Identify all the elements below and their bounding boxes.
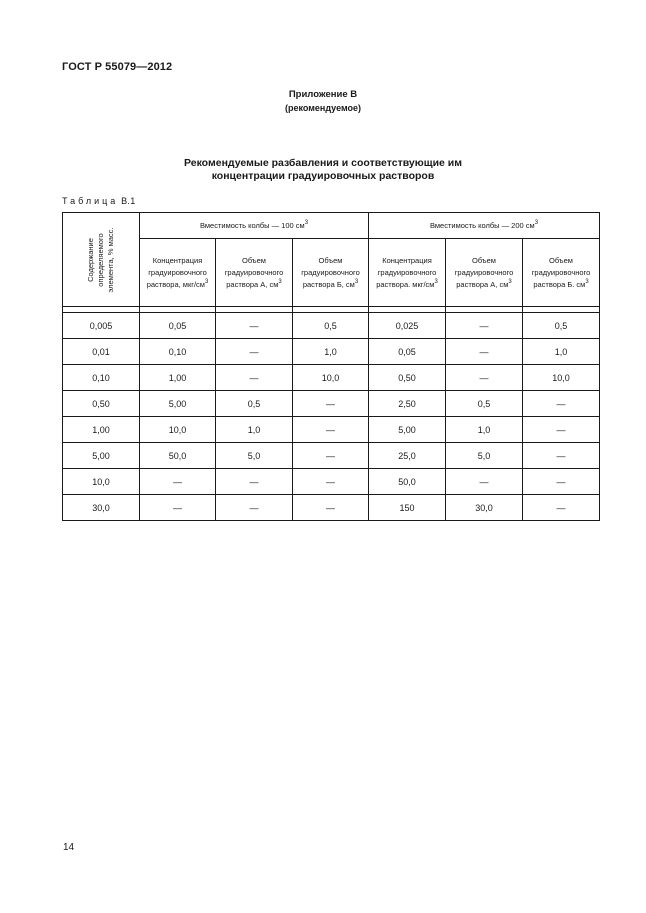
table-cell: 0,5 [446, 391, 523, 417]
table-cell: — [216, 339, 293, 365]
table-cell: 2,50 [369, 391, 446, 417]
table-row [63, 365, 600, 391]
table-cell: 25,0 [369, 443, 446, 469]
table-row [63, 417, 600, 443]
table-cell: — [446, 339, 523, 365]
subheader-sup: 3 [278, 278, 282, 285]
table-cell: — [293, 495, 369, 521]
table-cell: 50,0 [140, 443, 216, 469]
subheader-label: Концентрация градуировочного раствора. мкг/см [376, 255, 437, 289]
table-label-number: В.1 [121, 196, 136, 206]
group-header-100-label: Вместимость колбы — 100 см [199, 221, 305, 230]
table-cell: 0,5 [293, 313, 369, 339]
page-number: 14 [63, 842, 75, 853]
table-cell: — [523, 391, 600, 417]
heading-line-2: концентрации градуировочных растворов [211, 170, 435, 182]
table-cell: 0,05 [140, 313, 216, 339]
table-cell: 1,0 [446, 417, 523, 443]
subheader-concentration-100 [140, 239, 216, 307]
table-row [63, 495, 600, 521]
table-cell: — [523, 417, 600, 443]
table-cell: 0,50 [63, 391, 140, 417]
subheader-volume-b-200 [523, 239, 600, 307]
document-code: ГОСТ Р 55079—2012 [62, 61, 173, 73]
subheader-volume-b-100 [293, 239, 369, 307]
dilution-table [62, 212, 600, 521]
subheader-label: Объем градуировочного раствора А, см [224, 255, 284, 289]
table-cell: — [140, 469, 216, 495]
table-cell: — [446, 365, 523, 391]
table-cell: 30,0 [446, 495, 523, 521]
group-header-100-sup: 3 [304, 220, 309, 226]
table-cell: — [140, 495, 216, 521]
subheader-sup: 3 [508, 278, 512, 285]
table-cell: 0,5 [523, 313, 600, 339]
table-cell: 0,10 [63, 365, 140, 391]
table-cell: 1,0 [216, 417, 293, 443]
table-cell: 5,0 [216, 443, 293, 469]
table-cell: 10,0 [293, 365, 369, 391]
group-header-200-sup: 3 [534, 220, 539, 226]
table-row [63, 313, 600, 339]
subheader-sup: 3 [354, 278, 359, 285]
subheader-label: Объем градуировочного раствора Б, см [301, 255, 360, 289]
group-header-100 [140, 213, 369, 239]
subheader-sup: 3 [434, 278, 438, 285]
table-cell: 0,05 [369, 339, 446, 365]
table-cell: 5,00 [369, 417, 446, 443]
table-cell: — [216, 313, 293, 339]
table-cell: — [293, 469, 369, 495]
table-cell: — [293, 417, 369, 443]
table-cell: 10,0 [140, 417, 216, 443]
group-header-200-label: Вместимость колбы — 200 см [429, 221, 535, 230]
subheader-label: Объем градуировочного раствора Б. см [531, 255, 591, 289]
table-cell: 0,5 [216, 391, 293, 417]
table-label [62, 196, 136, 206]
table-cell: 30,0 [63, 495, 140, 521]
table-label-word: Таблица [62, 196, 119, 206]
subheader-sup: 3 [204, 278, 209, 285]
table-cell: 1,0 [523, 339, 600, 365]
row-header-label: Содержание определяемого элемента, % масс. [86, 226, 115, 293]
table-cell: 5,00 [63, 443, 140, 469]
table-cell: — [293, 443, 369, 469]
table-cell: 0,50 [369, 365, 446, 391]
table-heading [0, 157, 646, 183]
table-cell: — [446, 469, 523, 495]
table-cell: — [216, 365, 293, 391]
table-cell: — [523, 469, 600, 495]
table-cell: 5,00 [140, 391, 216, 417]
table-row [63, 339, 600, 365]
table-cell: 1,00 [140, 365, 216, 391]
appendix-subtitle: (рекомендуемое) [285, 103, 361, 113]
table-cell: — [523, 443, 600, 469]
subheader-volume-a-200 [446, 239, 523, 307]
table-cell: 50,0 [369, 469, 446, 495]
table-cell: 0,025 [369, 313, 446, 339]
subheader-volume-a-100 [216, 239, 293, 307]
table-cell: 5,0 [446, 443, 523, 469]
appendix-title: Приложение В [288, 89, 358, 100]
heading-line-1: Рекомендуемые разбавления и соответствующие им [183, 157, 463, 169]
table-cell: 1,0 [293, 339, 369, 365]
table-cell: 0,10 [140, 339, 216, 365]
table-row [63, 391, 600, 417]
group-header-200 [369, 213, 600, 239]
table-cell: — [216, 469, 293, 495]
subheader-sup: 3 [585, 278, 589, 285]
row-header-cell [63, 213, 140, 307]
table-cell: 0,01 [63, 339, 140, 365]
table-row [63, 443, 600, 469]
table-cell: — [293, 391, 369, 417]
table-cell: 1,00 [63, 417, 140, 443]
table-cell: — [216, 495, 293, 521]
table-cell: — [446, 313, 523, 339]
table-cell: 150 [369, 495, 446, 521]
table-cell: — [523, 495, 600, 521]
table-cell: 0,005 [63, 313, 140, 339]
subheader-label: Объем градуировочного раствора А, см [454, 255, 514, 289]
table-cell: 10,0 [63, 469, 140, 495]
table-cell: 10,0 [523, 365, 600, 391]
subheader-concentration-200 [369, 239, 446, 307]
subheader-label: Концентрация градуировочного раствора, мкг/см [146, 255, 207, 289]
table-row [63, 469, 600, 495]
